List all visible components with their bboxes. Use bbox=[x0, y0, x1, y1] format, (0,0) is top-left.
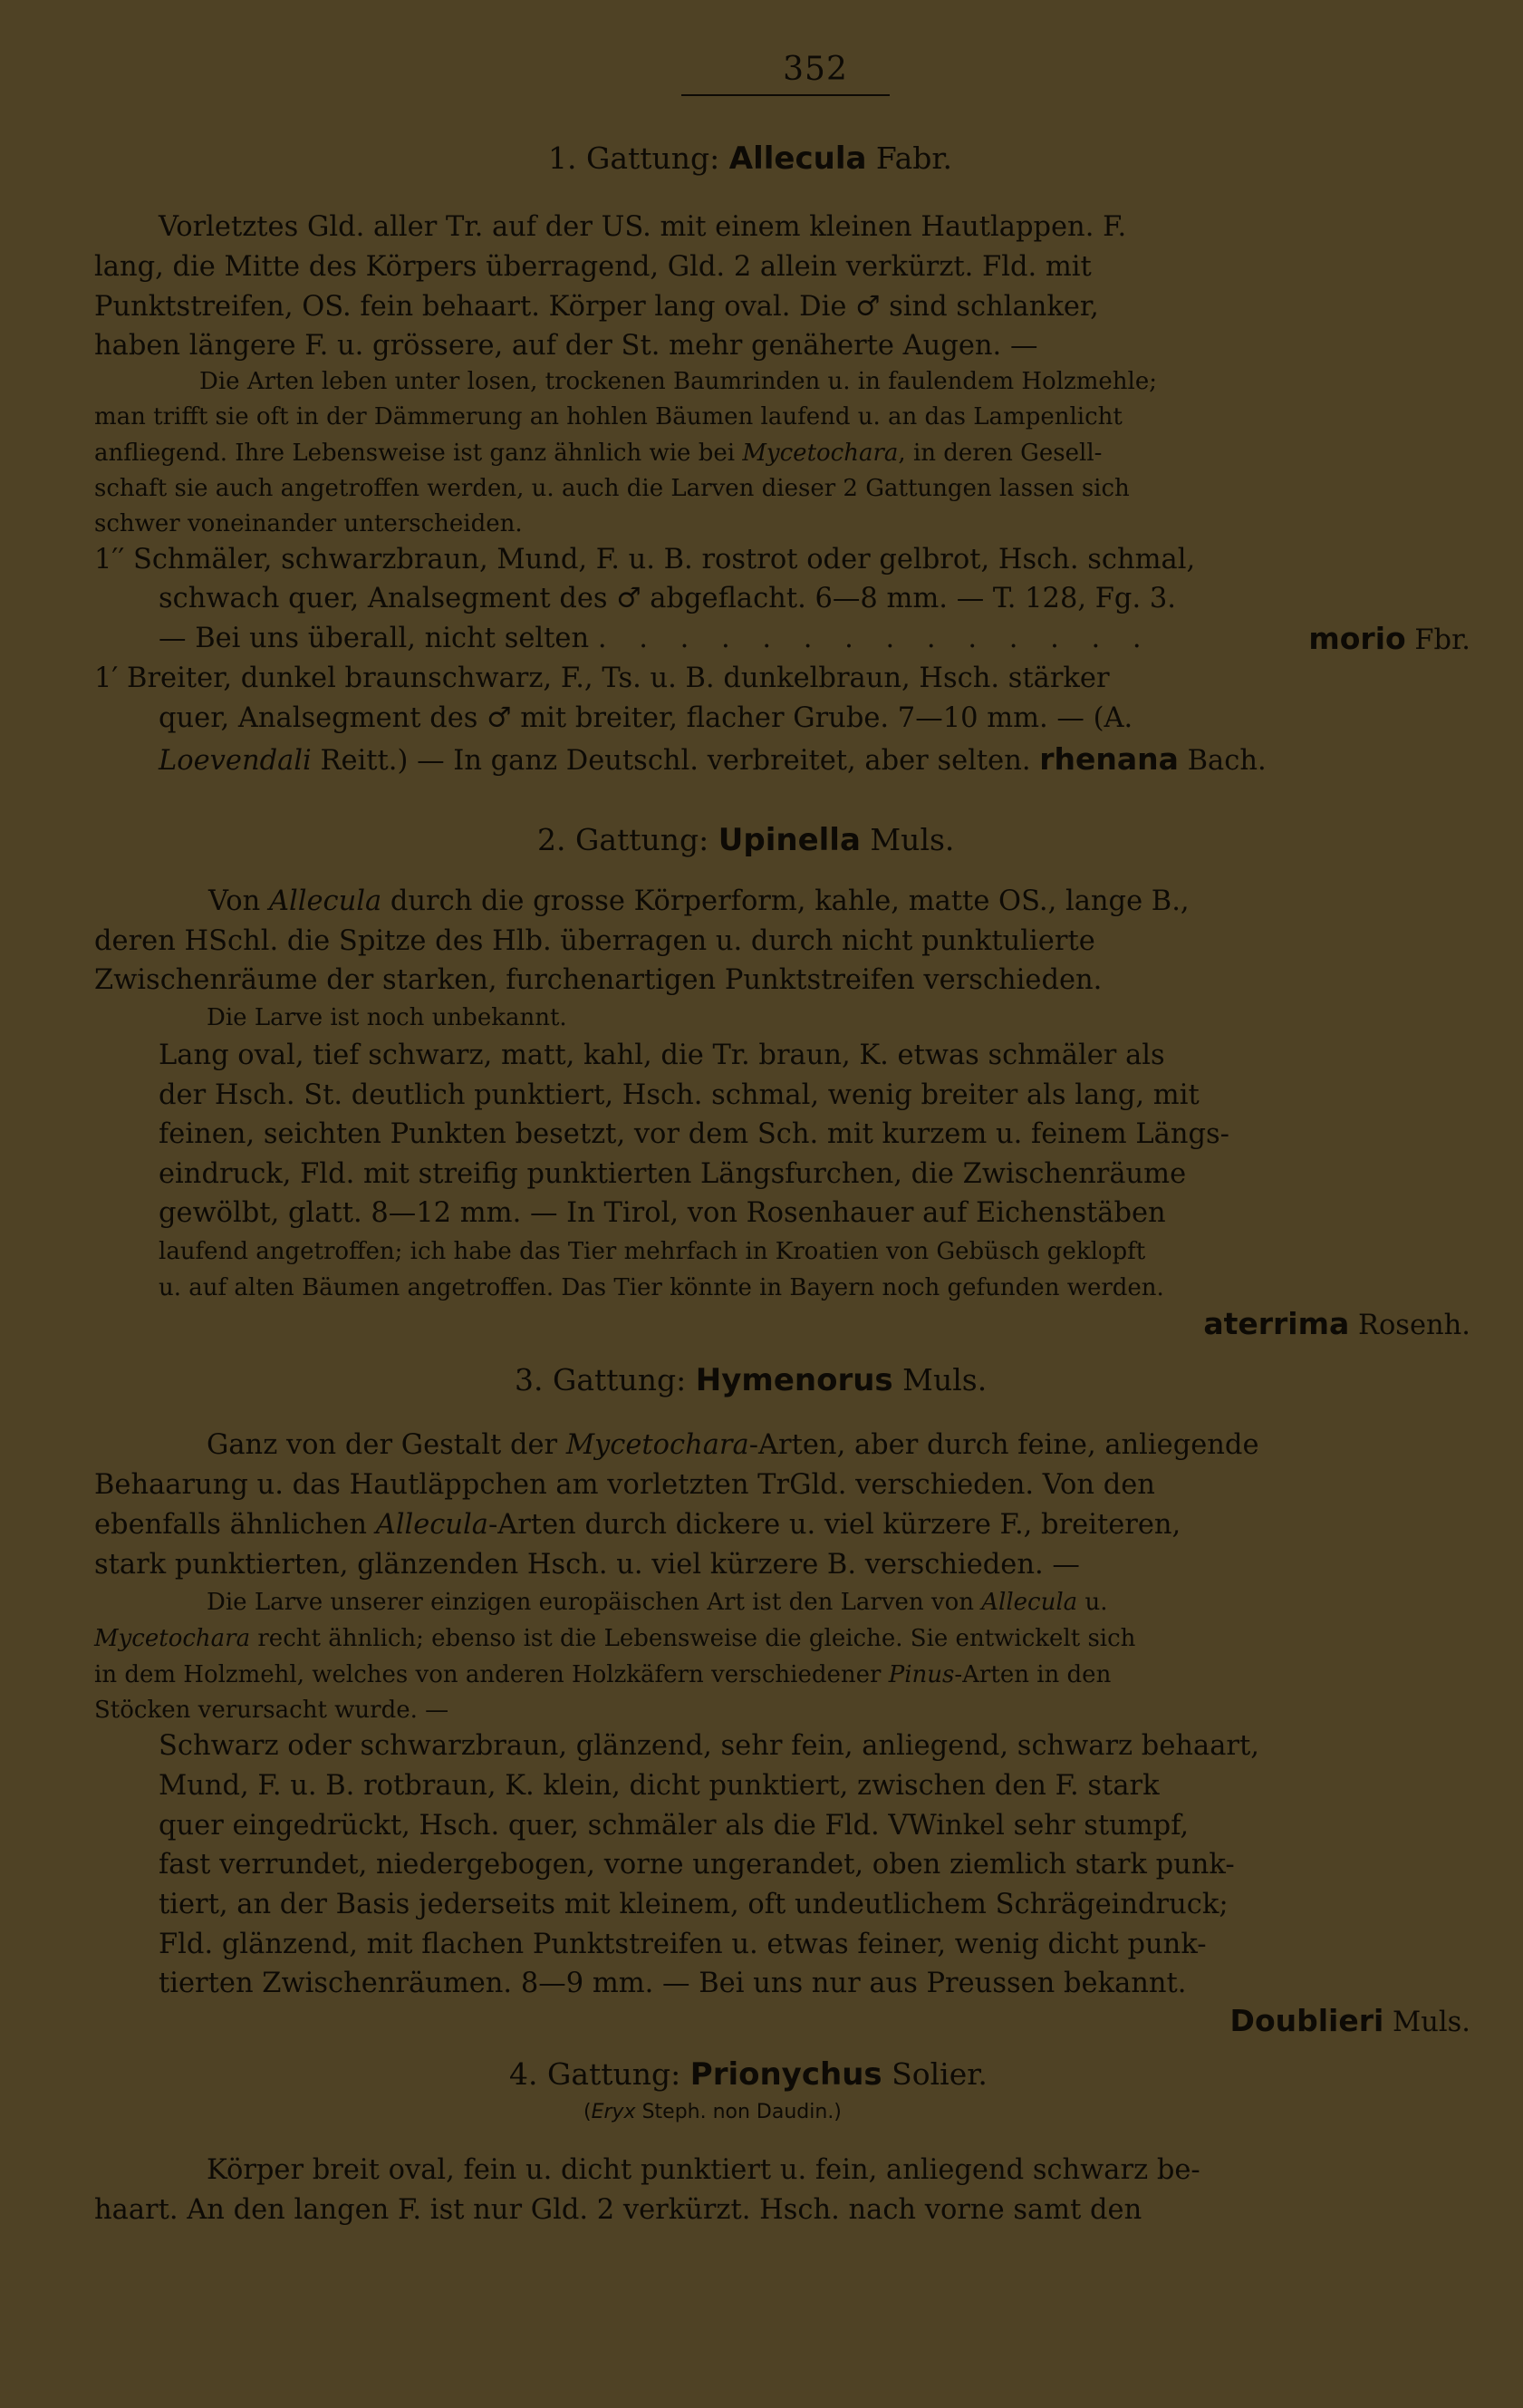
page-number-rule bbox=[681, 94, 890, 96]
genus-heading-hymenorus bbox=[515, 1362, 988, 1398]
italic-genus-ref: Mycetochara bbox=[742, 440, 899, 467]
description-line: der Hsch. St. deutlich punktiert, Hsch. schmal, wenig breiter als lang, mit bbox=[159, 1079, 1200, 1111]
genus-name: Upinella bbox=[718, 822, 861, 858]
species-name: rhenana bbox=[1039, 741, 1179, 777]
text-run: Von bbox=[208, 885, 269, 917]
heading-prefix: 2. Gattung: bbox=[537, 822, 718, 857]
heading-prefix: 1. Gattung: bbox=[548, 140, 729, 176]
text-run: ebenfalls ähnlichen bbox=[94, 1509, 376, 1541]
text-run: ( bbox=[583, 2101, 592, 2123]
text-run: u. bbox=[1077, 1589, 1108, 1616]
italic-genus-ref: Mycetochara bbox=[565, 1429, 749, 1461]
key-line: quer, Analsegment des ♂ mit breiter, flacher Grube. 7—10 mm. — (A. bbox=[159, 702, 1133, 734]
heading-prefix: 4. Gattung: bbox=[509, 2056, 690, 2092]
genus-author: Fabr. bbox=[866, 140, 953, 176]
species-name-line bbox=[1229, 2003, 1470, 2038]
genus-name: Prionychus bbox=[689, 2056, 882, 2093]
description-line: feinen, seichten Punkten besetzt, vor dem Sch. mit kurzem u. feinem Längs- bbox=[159, 1118, 1229, 1150]
text-run: durch die grosse Körperform, kahle, matte OS., lange B., bbox=[381, 885, 1190, 917]
text-run: -Arten durch dickere u. viel kürzere F., breiteren, bbox=[487, 1509, 1181, 1541]
key-line: schwach quer, Analsegment des ♂ abgeflacht. 6—8 mm. — T. 128, Fg. 3. bbox=[159, 583, 1176, 614]
small-text-line bbox=[94, 441, 1102, 465]
small-text-line: schwer voneinander unterscheiden. bbox=[94, 510, 523, 537]
italic-synonym: Eryx bbox=[591, 2101, 636, 2123]
key-line bbox=[159, 625, 1153, 653]
text-line: Behaarung u. das Hautläppchen am vorletzten TrGld. verschieden. Von den bbox=[94, 1469, 1155, 1501]
text-run: , in deren Gesell- bbox=[898, 440, 1103, 467]
text-line: Punktstreifen, OS. fein behaart. Körper lang oval. Die ♂ sind schlanker, bbox=[94, 291, 1099, 323]
small-text-line: schaft sie auch angetroffen werden, u. auch die Larven dieser 2 Gattungen lassen sich bbox=[94, 475, 1130, 502]
leader-dots: . . . . . . . . . . . . . . bbox=[597, 623, 1153, 654]
genus-author: Muls. bbox=[860, 822, 955, 857]
description-line: quer eingedrückt, Hsch. quer, schmäler als die Fld. VWinkel sehr stumpf, bbox=[159, 1810, 1190, 1842]
italic-genus-ref: Pinus bbox=[888, 1661, 955, 1688]
small-text-line bbox=[94, 1627, 1135, 1650]
italic-genus-ref: Allecula bbox=[268, 885, 382, 917]
genus-name: Hymenorus bbox=[695, 1362, 893, 1398]
text-run: recht ähnlich; ebenso ist die Lebensweise die gleiche. Sie entwickelt sich bbox=[250, 1625, 1136, 1652]
text-run: — Bei uns überall, nicht selten bbox=[159, 623, 590, 654]
text-line: haart. An den langen F. ist nur Gld. 2 verkürzt. Hsch. nach vorne samt den bbox=[94, 2194, 1142, 2226]
text-line: deren HSchl. die Spitze des Hlb. überragen u. durch nicht punktulierte bbox=[94, 925, 1095, 957]
description-line: tiert, an der Basis jederseits mit kleinem, oft undeutlichem Schrägeindruck; bbox=[159, 1889, 1229, 1920]
text-run: Steph. non Daudin.) bbox=[635, 2101, 842, 2123]
small-text-line: Stöcken verursacht wurde. — bbox=[94, 1697, 449, 1724]
description-line: eindruck, Fld. mit streifig punktierten Längsfurchen, die Zwischenräume bbox=[159, 1158, 1187, 1190]
small-text-line: u. auf alten Bäumen angetroffen. Das Tier könnte in Bayern noch gefunden werden. bbox=[159, 1274, 1164, 1301]
key-line: 1′ Breiter, dunkel braunschwarz, F., Ts. u. B. dunkelbraun, Hsch. stärker bbox=[94, 662, 1110, 694]
italic-genus-ref: Allecula bbox=[981, 1589, 1078, 1616]
description-line: gewölbt, glatt. 8—12 mm. — In Tirol, von Rosenhauer auf Eichenstäben bbox=[159, 1197, 1166, 1229]
small-text-line: laufend angetroffen; ich habe das Tier mehrfach in Kroatien von Gebüsch geklopft bbox=[159, 1238, 1146, 1265]
small-text-line: Die Larve ist noch unbekannt. bbox=[207, 1004, 567, 1031]
description-line: fast verrundet, niedergebogen, vorne ungerandet, oben ziemlich stark punk- bbox=[159, 1849, 1235, 1881]
text-line bbox=[208, 885, 1190, 917]
species-name: morio bbox=[1308, 621, 1406, 656]
text-run: in dem Holzmehl, welches von anderen Holzkäfern verschiedener bbox=[94, 1661, 889, 1688]
genus-heading-upinella bbox=[537, 822, 955, 858]
species-author: Muls. bbox=[1383, 2007, 1470, 2038]
page-number: 352 bbox=[783, 51, 848, 88]
small-text-line: man trifft sie oft in der Dämmerung an hohlen Bäumen laufend u. an das Lampenlicht bbox=[94, 403, 1123, 430]
text-line: Zwischenräume der starken, furchenartigen Punktstreifen verschieden. bbox=[94, 964, 1103, 996]
description-line: tierten Zwischenräumen. 8—9 mm. — Bei uns nur aus Preussen bekannt. bbox=[159, 1968, 1187, 1999]
species-name-line bbox=[1203, 1306, 1470, 1341]
small-text-line: Die Arten leben unter losen, trockenen Baumrinden u. in faulendem Holzmehle; bbox=[199, 368, 1157, 395]
italic-genus-ref: Mycetochara bbox=[94, 1625, 251, 1652]
text-run: Ganz von der Gestalt der bbox=[207, 1429, 566, 1461]
text-line: haben längere F. u. grössere, auf der St. mehr genäherte Augen. — bbox=[94, 330, 1038, 362]
species-name: Doublieri bbox=[1229, 2003, 1384, 2038]
text-line: stark punktierten, glänzenden Hsch. u. viel kürzere B. verschieden. — bbox=[94, 1549, 1080, 1581]
text-run: Die Larve unserer einzigen europäischen Art ist den Larven von bbox=[207, 1589, 982, 1616]
key-line: 1′′ Schmäler, schwarzbraun, Mund, F. u. B. rostrot oder gelbrot, Hsch. schmal, bbox=[94, 544, 1196, 575]
italic-synonym: Loevendali bbox=[159, 745, 312, 777]
genus-heading-allecula bbox=[548, 140, 953, 177]
text-line: Körper breit oval, fein u. dicht punktiert u. fein, anliegend schwarz be- bbox=[207, 2154, 1200, 2186]
description-line: Lang oval, tief schwarz, matt, kahl, die Tr. braun, K. etwas schmäler als bbox=[159, 1040, 1165, 1071]
italic-genus-ref: Allecula bbox=[375, 1509, 488, 1541]
description-line: Fld. glänzend, mit flachen Punktstreifen u. etwas feiner, wenig dicht punk- bbox=[159, 1929, 1207, 1960]
genus-author: Muls. bbox=[892, 1362, 988, 1397]
text-run: Reitt.) — In ganz Deutschl. verbreitet, aber selten. bbox=[311, 745, 1040, 777]
heading-prefix: 3. Gattung: bbox=[515, 1362, 696, 1397]
synonym-note bbox=[583, 2103, 842, 2123]
species-name: aterrima bbox=[1203, 1306, 1350, 1341]
genus-heading-prionychus bbox=[509, 2056, 988, 2093]
key-line bbox=[159, 741, 1267, 777]
description-line: Mund, F. u. B. rotbraun, K. klein, dicht punktiert, zwischen den F. stark bbox=[159, 1770, 1160, 1802]
text-run: -Arten in den bbox=[954, 1661, 1112, 1688]
species-author: Bach. bbox=[1178, 745, 1267, 777]
small-text-line bbox=[207, 1591, 1107, 1614]
text-line bbox=[94, 1509, 1181, 1541]
genus-name: Allecula bbox=[728, 140, 867, 177]
text-run: -Arten, aber durch feine, anliegende bbox=[748, 1429, 1259, 1461]
genus-author: Solier. bbox=[882, 2056, 988, 2092]
text-line: lang, die Mitte des Körpers überragend, Gld. 2 allein verkürzt. Fld. mit bbox=[94, 251, 1092, 283]
text-run: anfliegend. Ihre Lebensweise ist ganz ähnlich wie bei bbox=[94, 440, 743, 467]
species-author: Fbr. bbox=[1405, 624, 1470, 656]
text-line bbox=[207, 1429, 1259, 1461]
text-line: Vorletztes Gld. aller Tr. auf der US. mit einem kleinen Hautlappen. F. bbox=[159, 211, 1127, 243]
species-author: Rosenh. bbox=[1349, 1310, 1470, 1341]
small-text-line bbox=[94, 1663, 1111, 1687]
description-line: Schwarz oder schwarzbraun, glänzend, sehr fein, anliegend, schwarz behaart, bbox=[159, 1730, 1259, 1762]
species-name-line bbox=[1308, 621, 1470, 656]
